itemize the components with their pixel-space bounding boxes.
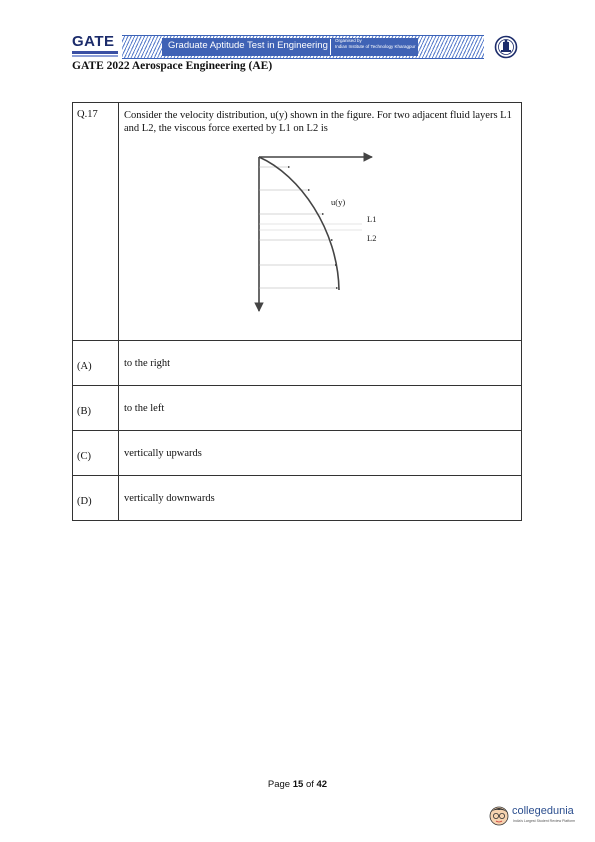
question-number: Q.17: [73, 103, 119, 341]
mascot-icon: [488, 803, 510, 827]
option-text: vertically upwards: [119, 431, 522, 476]
iit-emblem-icon: [494, 35, 518, 59]
option-label: (B): [73, 386, 119, 431]
collegedunia-logo: [488, 801, 595, 829]
organizer-line1: Organised by: [335, 38, 362, 43]
option-label: (D): [73, 476, 119, 521]
curve-label: u(y): [331, 197, 346, 207]
layer-l2-label: L2: [367, 233, 377, 243]
option-text: vertically downwards: [119, 476, 522, 521]
option-text: to the left: [119, 386, 522, 431]
option-row-c[interactable]: [73, 431, 522, 476]
question-table: [72, 102, 522, 521]
layer-l1-label: L1: [367, 214, 377, 224]
page-current: 15: [292, 779, 304, 790]
page-of: of: [303, 779, 317, 790]
option-row-d[interactable]: [73, 476, 522, 521]
question-row: [73, 103, 522, 341]
logo-stripe: [72, 51, 118, 54]
gate-logo: [72, 34, 120, 60]
page-number: [0, 779, 595, 790]
option-label: (A): [73, 341, 119, 386]
organizer-line2: Indian Institute of Technology Kharagpur: [335, 43, 416, 49]
option-row-b[interactable]: [73, 386, 522, 431]
option-row-a[interactable]: [73, 341, 522, 386]
organizer-text: [335, 38, 415, 49]
question-cell: [119, 103, 522, 341]
brand-name: collegedunia: [512, 805, 574, 817]
header-banner: [122, 35, 484, 59]
page-total: 42: [316, 779, 328, 790]
brand-tagline: India's Largest Student Review Platform: [513, 819, 576, 823]
paper-title: GATE 2022 Aerospace Engineering (AE): [72, 60, 273, 72]
option-label: (C): [73, 431, 119, 476]
banner-divider: [330, 39, 331, 55]
option-text: to the right: [119, 341, 522, 386]
page-prefix: Page: [267, 779, 293, 790]
question-text: Consider the velocity distribution, u(y) shown in the figure. For two adjacent fluid layers L1 and L2, the viscous force exerted by L1 on L2 is: [124, 110, 512, 134]
logo-stripe-light: [72, 55, 118, 57]
gate-logo-text: GATE: [72, 33, 115, 50]
banner-title: Graduate Aptitude Test in Engineering: [168, 40, 328, 51]
